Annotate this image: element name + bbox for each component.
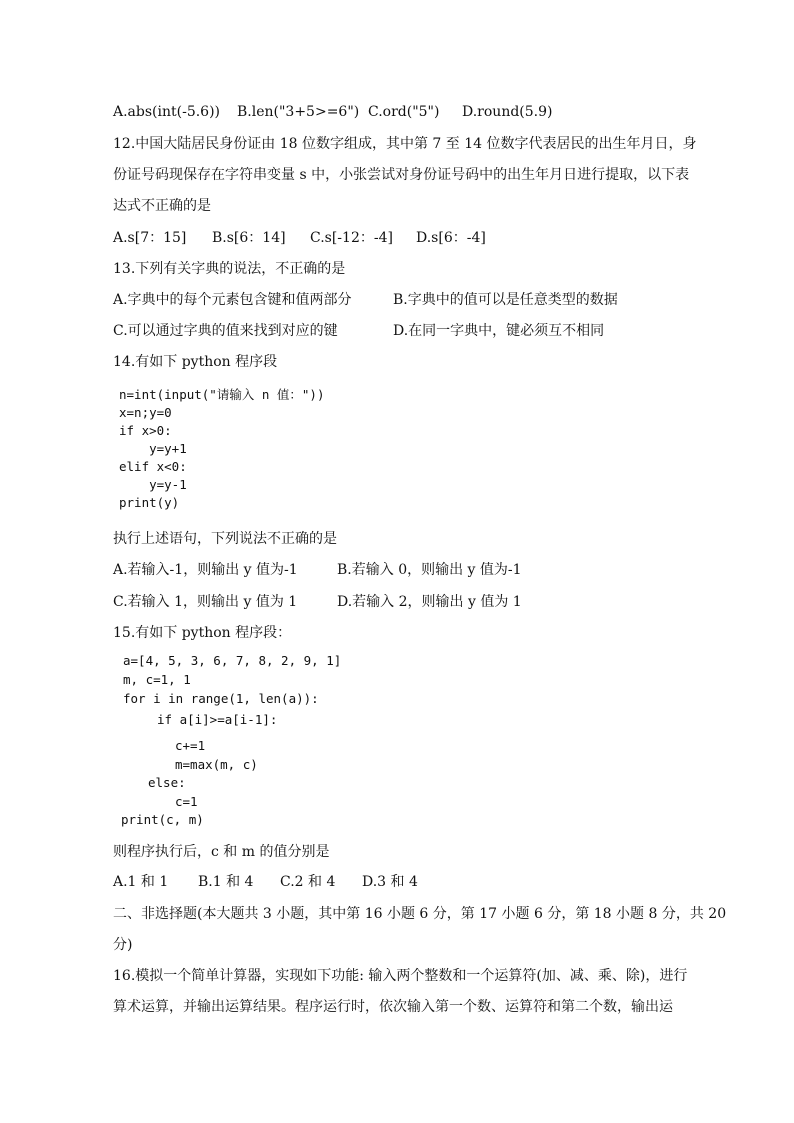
q13-option-c: C.可以通过字典的值来找到对应的键 <box>113 323 338 339</box>
q12-stem-line-3: 达式不正确的是 <box>113 198 211 214</box>
q14-stem: 14.有如下 python 程序段 <box>113 354 278 370</box>
q12-option-d: D.s[6：-4] <box>416 230 486 246</box>
q12-option-a: A.s[7：15] <box>113 230 187 246</box>
q15-code-line-6: m=max(m, c) <box>175 757 258 772</box>
q15-code-line-4: if a[i]>=a[i-1]: <box>157 712 278 727</box>
section-2-heading-line-1: 二、非选择题(本大题共 3 小题，其中第 16 小题 6 分，第 17 小题 6 分，第 18 小题 8 分，共 20 <box>113 906 727 922</box>
q11-option-c: C.ord("5") <box>368 104 440 120</box>
q14-code-line-5: elif x<0: <box>119 459 187 474</box>
q14-code-line-3: if x>0: <box>119 423 172 438</box>
q15-option-c: C.2 和 4 <box>280 874 336 890</box>
q11-option-b: B.len("3+5>=6") <box>237 104 360 120</box>
q12-stem-line-2: 份证号码现保存在字符串变量 s 中，小张尝试对身份证号码中的出生年月日进行提取，以下表 <box>113 167 690 183</box>
q14-code-line-1: n=int(input("请输入 n 值：")) <box>119 387 325 402</box>
q14-code-line-2: x=n;y=0 <box>119 405 172 420</box>
q15-code-line-1: a=[4, 5, 3, 6, 7, 8, 2, 9, 1] <box>123 653 342 668</box>
q15-option-b: B.1 和 4 <box>198 874 254 890</box>
q15-stem: 15.有如下 python 程序段： <box>113 625 292 641</box>
q13-option-b: B.字典中的值可以是任意类型的数据 <box>393 292 618 308</box>
q14-option-c: C.若输入 1，则输出 y 值为 1 <box>113 594 298 610</box>
q13-option-d: D.在同一字典中，键必须互不相同 <box>393 323 605 339</box>
q12-option-b: B.s[6：14] <box>212 230 286 246</box>
q13-option-a: A.字典中的每个元素包含键和值两部分 <box>113 292 352 308</box>
q16-stem-line-2: 算术运算，并输出运算结果。程序运行时，依次输入第一个数、运算符和第二个数，输出运 <box>113 999 673 1015</box>
section-2-heading-line-2: 分) <box>113 937 133 953</box>
q14-option-d: D.若输入 2，则输出 y 值为 1 <box>337 594 522 610</box>
q12-option-c: C.s[-12：-4] <box>310 230 393 246</box>
q15-code-line-5: c+=1 <box>175 738 206 753</box>
q15-option-d: D.3 和 4 <box>362 874 418 890</box>
q11-option-d: D.round(5.9) <box>462 104 553 120</box>
q15-code-line-3: for i in range(1, len(a)): <box>123 691 319 706</box>
q15-question: 则程序执行后，c 和 m 的值分别是 <box>113 844 330 860</box>
q14-code-line-7: print(y) <box>119 495 180 510</box>
q14-code-line-4: y=y+1 <box>119 441 187 456</box>
q14-option-a: A.若输入-1，则输出 y 值为-1 <box>113 562 298 578</box>
q15-code-line-7: else: <box>148 775 186 790</box>
q15-code-line-9: print(c, m) <box>121 812 204 827</box>
q11-option-a: A.abs(int(-5.6)) <box>113 104 221 120</box>
q15-option-a: A.1 和 1 <box>113 874 169 890</box>
q14-question: 执行上述语句，下列说法不正确的是 <box>113 531 337 547</box>
q16-stem-line-1: 16.模拟一个简单计算器，实现如下功能: 输入两个整数和一个运算符(加、减、乘、除)，进行 <box>113 968 688 984</box>
q15-code-line-8: c=1 <box>175 794 198 809</box>
q14-option-b: B.若输入 0，则输出 y 值为-1 <box>337 562 522 578</box>
q13-stem: 13.下列有关字典的说法，不正确的是 <box>113 261 346 277</box>
q14-code-line-6: y=y-1 <box>119 477 187 492</box>
q12-stem-line-1: 12.中国大陆居民身份证由 18 位数字组成，其中第 7 至 14 位数字代表居民的出生年月日，身 <box>113 136 697 152</box>
q15-code-line-2: m, c=1, 1 <box>123 672 191 687</box>
